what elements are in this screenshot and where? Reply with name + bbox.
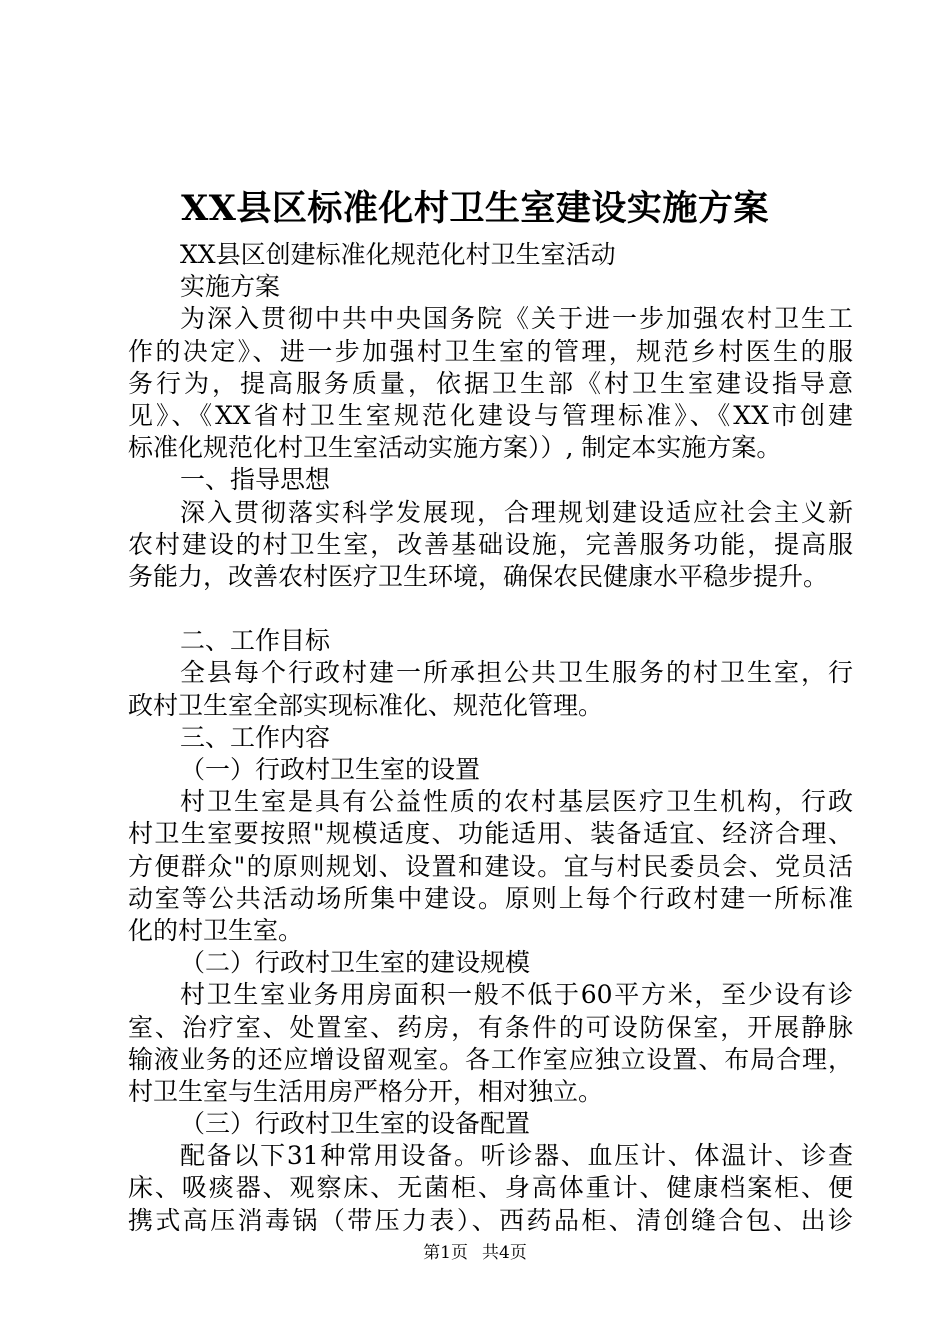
subsection-heading: （一）行政村卫生室的设置 — [180, 755, 481, 784]
paragraph-line: 深入贯彻落实科学发展现，合理规划建设适应社会主义新 — [180, 497, 853, 527]
paragraph-line: 村卫生室要按照"规模适度、功能适用、装备适宜、经济合理、 — [128, 819, 853, 849]
page-total: 共4页 — [482, 1243, 527, 1263]
paragraph-line: 务行为，提高服务质量，依据卫生部《村卫生室建设指导意 — [128, 368, 853, 398]
section-heading: 三、工作内容 — [180, 722, 331, 752]
paragraph-line: 为深入贯彻中共中央国务院《关于进一步加强农村卫生工 — [180, 304, 853, 334]
paragraph-line: 携式高压消毒锅（带压力表）、西药品柜、清创缝合包、出诊 — [128, 1205, 853, 1235]
paragraph-line: 村卫生室业务用房面积一般不低于60平方米，至少设有诊 — [180, 980, 853, 1010]
subsection-heading: （三）行政村卫生室的设备配置 — [180, 1109, 531, 1139]
paragraph-line: 输液业务的还应增设留观室。各工作室应独立设置、布局合理， — [128, 1044, 853, 1074]
subtitle-line-2: 实施方案 — [180, 272, 281, 302]
blank-line — [128, 593, 853, 625]
page-footer — [0, 1241, 950, 1265]
document-title: XX县区标准化村卫生室建设实施方案 — [181, 188, 769, 229]
page-number: 第1页 — [423, 1243, 468, 1263]
paragraph-line: 村卫生室是具有公益性质的农村基层医疗卫生机构，行政 — [180, 787, 853, 817]
paragraph-line: 室、治疗室、处置室、药房，有条件的可设防保室，开展静脉 — [128, 1012, 853, 1042]
section-heading: 二、工作目标 — [180, 626, 331, 656]
paragraph-line: 动室等公共活动场所集中建设。原则上每个行政村建一所标准 — [128, 883, 853, 913]
paragraph-line: 村卫生室与生活用房严格分开，相对独立。 — [128, 1076, 604, 1106]
subsection-heading: （二）行政村卫生室的建设规模 — [180, 948, 531, 978]
paragraph-line: 床、吸痰器、观察床、无菌柜、身高体重计、健康档案柜、便 — [128, 1173, 853, 1203]
paragraph-line: 见》、《XX省村卫生室规范化建设与管理标准》、《XX市创建 — [128, 400, 853, 430]
paragraph-line: 务能力，改善农村医疗卫生环境，确保农民健康水平稳步提升。 — [128, 561, 829, 591]
paragraph-line: 政村卫生室全部实现标准化、规范化管理。 — [128, 690, 604, 720]
paragraph-line: 化的村卫生室。 — [128, 915, 304, 945]
paragraph-line: 方便群众"的原则规划、设置和建设。宜与村民委员会、党员活 — [128, 851, 853, 881]
paragraph-line: 作的决定》、进一步加强村卫生室的管理，规范乡村医生的服 — [128, 336, 853, 366]
subtitle-line-1: XX县区创建标准化规范化村卫生室活动 — [180, 240, 616, 269]
section-heading: 一、指导思想 — [180, 465, 331, 495]
paragraph-line: 全县每个行政村建一所承担公共卫生服务的村卫生室，行 — [180, 658, 853, 688]
paragraph-line: 农村建设的村卫生室，改善基础设施，完善服务功能，提高服 — [128, 529, 853, 559]
paragraph-line: 配备以下31种常用设备。听诊器、血压计、体温计、诊查 — [180, 1141, 853, 1171]
paragraph-line: 标准化规范化村卫生室活动实施方案））, 制定本实施方案。 — [128, 433, 782, 463]
document-body — [128, 239, 853, 1237]
